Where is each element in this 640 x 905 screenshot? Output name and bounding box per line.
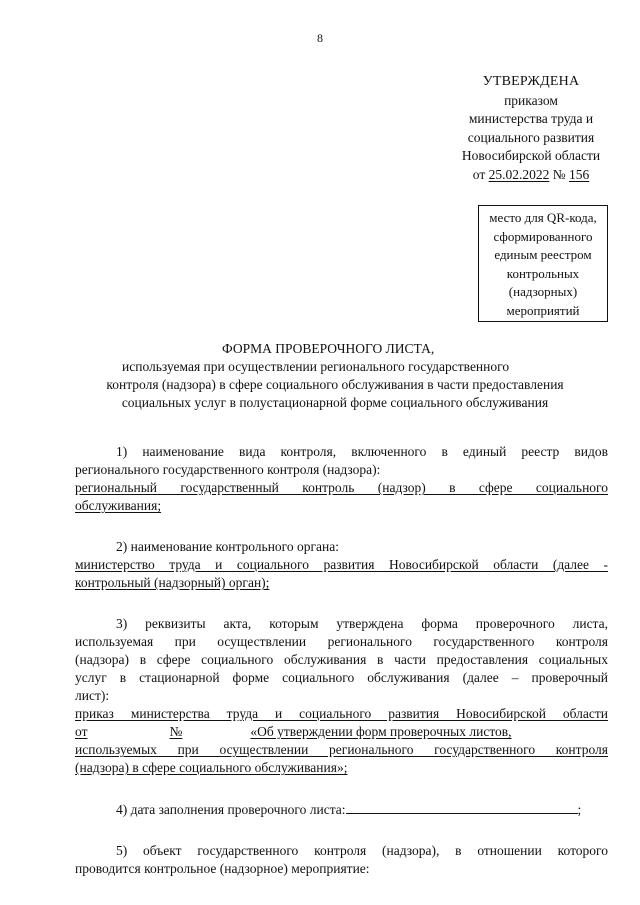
- item-control-body: [75, 538, 608, 592]
- act-number-label: №: [169, 724, 183, 739]
- item-text: 2) наименование контрольного органа:: [116, 539, 340, 554]
- act-from-label: от: [75, 724, 88, 739]
- approval-date-line: [438, 166, 624, 185]
- item-text: 5) объект государственного контроля (надзора), в отношении которого: [116, 843, 608, 858]
- item-text: (надзора) в сфере социального обслуживания в части предоставления социальных: [75, 652, 608, 667]
- qr-box-line: контрольных: [506, 265, 580, 281]
- item-answer: (надзора) в сфере социального обслуживания»;: [75, 760, 348, 775]
- approval-line: приказом: [504, 92, 558, 108]
- fill-date-label: 4) дата заполнения проверочного листа:: [116, 802, 346, 817]
- approval-from-label: от: [472, 166, 486, 182]
- item-text: используемая при осуществлении регионального государственного контроля: [75, 634, 608, 649]
- item-control-object: [75, 842, 608, 878]
- approval-block: [438, 73, 624, 184]
- item-answer: используемых при осуществлении регионального государственного контроля: [75, 742, 608, 757]
- item-text: 1) наименование вида контроля, включенного в единый реестр видов: [116, 444, 608, 459]
- item-act-details: [75, 615, 608, 777]
- item-text: [75, 800, 608, 819]
- approval-line: социального развития: [467, 129, 595, 145]
- qr-box-line: мероприятий: [506, 302, 580, 318]
- form-title-heading: ФОРМА ПРОВЕРОЧНОГО ЛИСТА,: [222, 341, 435, 356]
- item-answer: региональный государственный контроль (надзор) в сфере социального: [75, 480, 608, 495]
- item-fill-date: [75, 800, 608, 819]
- qr-box-line: сформированного: [493, 228, 593, 244]
- item-text: 3) реквизиты акта, которым утверждена форма проверочного листа,: [116, 616, 608, 631]
- act-title: «Об утверждении форм проверочных листов,: [250, 724, 512, 739]
- item-answer: обслуживания;: [75, 498, 162, 513]
- form-title-line: контроля (надзора) в сфере социального обслуживания в части предоставления: [106, 377, 564, 392]
- approval-line: Новосибирской области: [461, 148, 601, 163]
- item-control-type: [75, 443, 608, 515]
- form-title-line: социальных услуг в полустационарной форме социального обслуживания: [121, 395, 549, 410]
- fill-date-field[interactable]: [346, 800, 578, 814]
- form-body: [75, 443, 608, 901]
- qr-box-line: место для QR-кода,: [489, 210, 597, 225]
- item-text: услуг в стационарной форме социального обслуживания (далее – проверочный: [75, 670, 608, 685]
- form-title-line: используемая при осуществлении регионального государственного: [122, 359, 510, 374]
- item-answer: министерство труда и социального развития Новосибирской области (далее -: [75, 557, 608, 572]
- item-answer: приказ министерства труда и социального развития Новосибирской области: [75, 706, 608, 721]
- approval-number: 156: [569, 166, 590, 182]
- form-title: [52, 340, 618, 412]
- qr-box-line: (надзорных): [508, 284, 578, 299]
- qr-box-line: единым реестром: [494, 247, 592, 262]
- item-text: лист):: [75, 688, 110, 703]
- qr-code-placeholder: [478, 205, 608, 322]
- approval-date: 25.02.2022: [488, 166, 550, 182]
- item-text: регионального государственного контроля (надзора):: [75, 462, 381, 477]
- item-text: проводится контрольное (надзорное) мероприятие:: [75, 861, 370, 876]
- item-answer: контрольный (надзорный) орган);: [75, 575, 270, 590]
- page-number: 8: [317, 31, 323, 45]
- fill-date-end: ;: [577, 802, 582, 817]
- approval-heading: УТВЕРЖДЕНА: [482, 74, 580, 89]
- item-answer: [75, 723, 608, 741]
- approval-number-label: №: [552, 166, 566, 182]
- approval-line: министерства труда и: [468, 111, 594, 126]
